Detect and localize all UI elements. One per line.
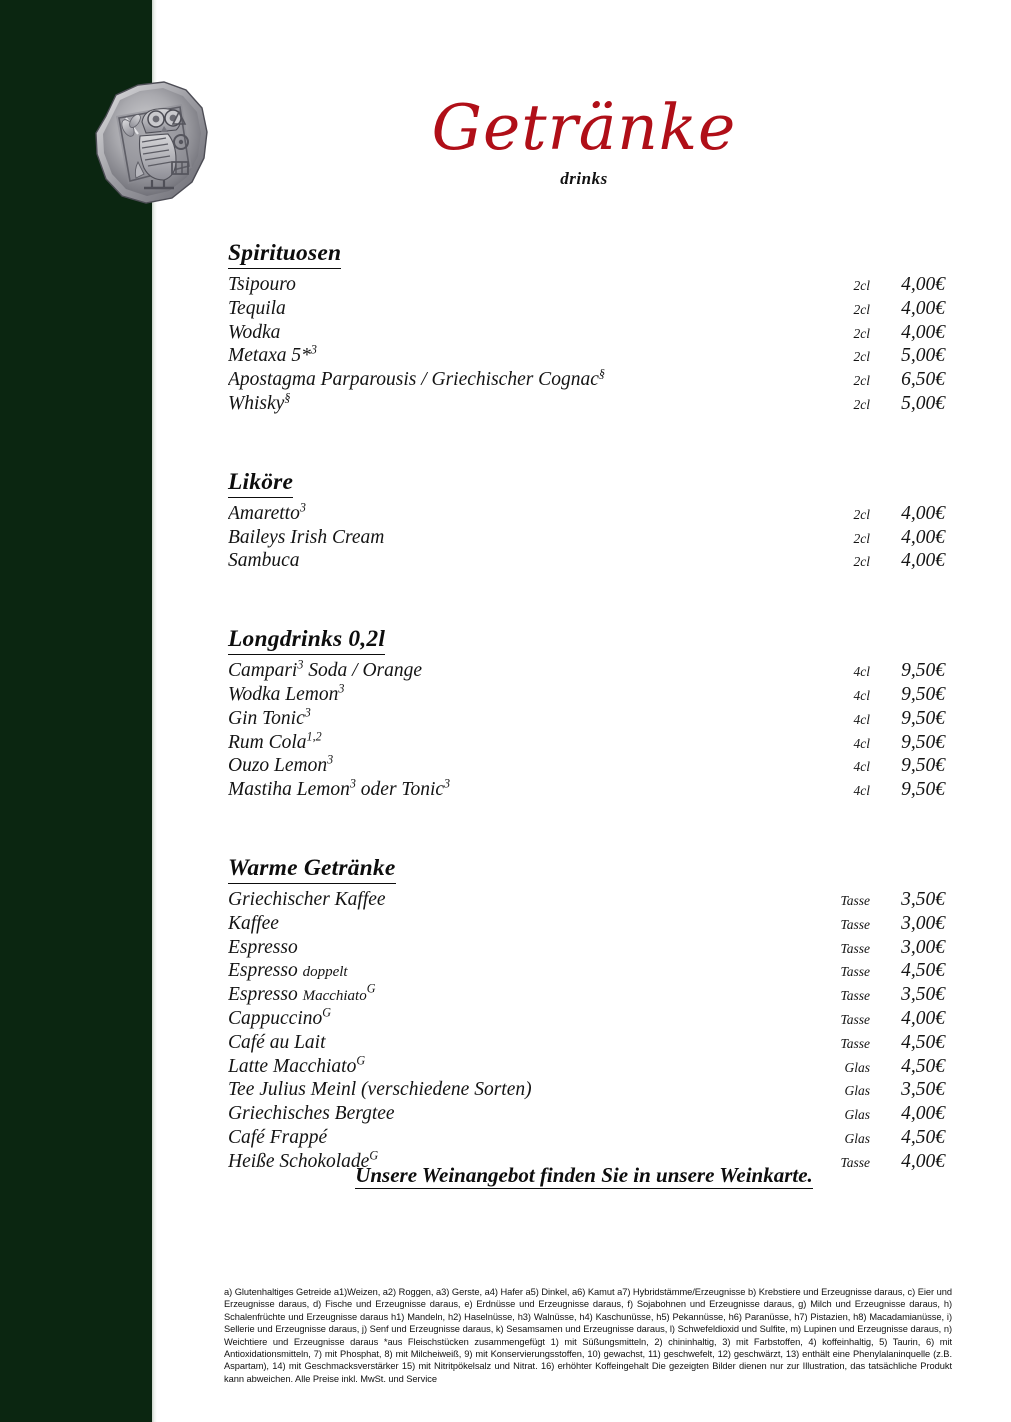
menu-item-name: Café Frappé [228,1126,328,1148]
menu-item-unit: Glas [844,1059,870,1075]
menu-item-row [228,1103,945,1127]
section-spacer [228,574,945,626]
section-title: Warme Getränke [228,855,396,884]
menu-item-price: 4,00€ [901,297,945,319]
section-spacer [228,417,945,469]
menu-item-unit: Glas [844,1130,870,1146]
menu-item-price: 4,00€ [901,321,945,343]
left-decorative-band [0,0,152,1422]
menu-sections [228,240,945,1175]
menu-item-unit: 4cl [853,664,870,680]
menu-item-unit: 4cl [853,711,870,727]
menu-item-name: Wodka Lemon$^3$ [228,683,345,705]
menu-item-name: Latte Macchiato$^G$ [228,1055,366,1077]
menu-item-name: Espresso [228,936,298,958]
menu-section [228,240,945,417]
menu-item-price: 3,50€ [901,984,945,1006]
menu-item-row [228,755,945,779]
menu-item-price: 3,00€ [901,936,945,958]
menu-item-price: 9,50€ [901,707,945,729]
menu-item-unit: 2cl [853,396,870,412]
menu-item-unit: Tasse [840,1154,870,1170]
menu-item-price: 3,50€ [901,1079,945,1101]
wine-note-text: Unsere Weinangebot finden Sie in unsere Weinkarte. [355,1163,813,1187]
menu-item-unit: 2cl [853,325,870,341]
menu-item-name: Tsipouro [228,274,296,295]
menu-item-unit: Tasse [840,940,870,956]
section-title: Spirituosen [228,240,341,269]
menu-item-unit: Tasse [840,892,870,908]
menu-item-name: Ouzo Lemon$^3$ [228,755,334,777]
menu-item-price: 5,00€ [901,345,945,367]
menu-item-name: Heiße Schokolade$^G$ [228,1150,379,1172]
menu-item-name: Tee Julius Meinl (verschiedene Sorten) [228,1079,532,1101]
menu-item-name: Cappuccino$^G$ [228,1007,331,1029]
menu-item-name: Wodka [228,321,281,343]
menu-item-price: 4,00€ [901,1150,945,1172]
wine-note [157,1163,1011,1188]
menu-item-price: 3,50€ [901,888,945,910]
allergen-fine-print: a) Glutenhaltiges Getreide a1)Weizen, a2) Roggen, a3) Gerste, a4) Hafer a5) Dinkel, a6) Kamut a7) Hybridstämme/Erzeugnisse b) Krebstiere und Erzeugnisse daraus, c) Eier und Erzeugnisse daraus, d) Fische und Erzeugnisse daraus, e) Erdnüsse und Erzeugnisse daraus, f) Sojabohnen und Erzeugnisse daraus, g) Milch und Erzeugnisse daraus, h) Schalenfrüchte und Erzeugnisse daraus h1) Mandeln, h2) Haselnüsse, h3) Walnüsse, h4) Kaschunüsse, h5) Pekannüsse, h6) Paranüsse, h7) Pistazien, h8) Macadamianüsse, i) Sellerie und Erzeugnisse daraus, j) Senf und Erzeugnisse daraus, k) Sesamsamen und Erzeugnisse daraus, l) Schwefeldioxid und Sulfite, m) Lupinen und Erzeugnisse daraus, n) Weichtiere und Erzeugnisse daraus *aus Fleischstücken zusammengefügt 1) mit Süßungsmitteln, 2) chininhaltig, 3) mit Farbstoffen, 4) koffeinhaltig, 5) Taurin, 6) mit Antioxidationsmitteln, 7) mit Phosphat, 8) mit Milcheiweiß, 9) mit Konservierungsstoffen, 10) gewachst, 11) geschwefelt, 12) geschwärzt, 13) enthält eine Phenylalaninquelle (z.B. Aspartam), 14) mit Geschmacksverstärker 15) mit Nitritpökelsalz und Nitrat. 16) erhöhter Koffeingehalt Die gezeigten Bilder dienen nur zur Illustration, das tatsächliche Produkt kann abweichen. Alle Preise inkl. MwSt. und Service [224,1287,952,1384]
menu-item-price: 9,50€ [901,755,945,777]
page-subtitle: drinks [560,169,608,188]
menu-item-unit: 2cl [853,278,870,293]
menu-item-unit: 4cl [853,759,870,775]
section-title: Longdrinks 0,2l [228,626,385,655]
menu-item-row [228,298,945,322]
menu-section [228,469,945,574]
menu-item-price: 4,50€ [901,1055,945,1077]
menu-item-name: Amaretto$^3$ [228,502,306,524]
menu-item-row [228,274,945,298]
menu-item-row [228,1008,945,1032]
menu-item-name: Griechischer Kaffee [228,888,386,910]
menu-item-price: 4,00€ [901,274,945,295]
menu-item-name: Kaffee [228,912,279,934]
menu-item-row [228,708,945,732]
menu-item-unit: Glas [844,1083,870,1099]
menu-item-name: Rum Cola$^{1,2}$ [228,731,322,753]
menu-item-unit: Tasse [840,1011,870,1027]
menu-item-row [228,937,945,961]
menu-item-row [228,369,945,393]
section-title: Liköre [228,469,293,498]
menu-item-row [228,779,945,803]
menu-item-name: Espresso doppelt [228,960,348,982]
menu-item-price: 4,00€ [901,550,945,572]
menu-item-row [228,913,945,937]
menu-item-name: Baileys Irish Cream [228,526,385,548]
page-title: Getränke [431,91,737,164]
menu-item-row [228,960,945,984]
menu-item-row [228,1032,945,1056]
menu-item-row [228,503,945,527]
menu-item-price: 6,50€ [901,369,945,391]
menu-item-price: 4,50€ [901,960,945,982]
menu-item-unit: Tasse [840,1035,870,1051]
menu-item-unit: 4cl [853,735,870,751]
menu-item-unit: 2cl [853,373,870,389]
menu-item-unit: Glas [844,1107,870,1123]
menu-item-row [228,393,945,417]
menu-item-price: 4,00€ [901,1103,945,1125]
menu-item-price: 4,50€ [901,1126,945,1148]
menu-item-row [228,984,945,1008]
menu-item-name: Metaxa 5*$^3$ [228,345,317,367]
section-spacer [228,803,945,855]
menu-header [157,91,1011,189]
menu-item-row [228,322,945,346]
menu-item-unit: 2cl [853,506,870,522]
menu-item-price: 5,00€ [901,392,945,414]
menu-item-price: 4,00€ [901,1007,945,1029]
menu-item-unit: 4cl [853,783,870,799]
menu-item-unit: 2cl [853,554,870,570]
menu-item-unit: 4cl [853,687,870,703]
menu-item-name: Café au Lait [228,1031,326,1053]
menu-item-row [228,684,945,708]
menu-item-unit: Tasse [840,916,870,932]
band-divider [152,0,157,1422]
menu-item-name: Griechisches Bergtee [228,1103,395,1125]
menu-item-unit: Tasse [840,964,870,980]
menu-item-row [228,527,945,551]
menu-item-row [228,660,945,684]
menu-item-row [228,889,945,913]
menu-item-price: 3,00€ [901,912,945,934]
menu-item-name: Apostagma Parparousis / Griechischer Cognac§ [228,369,605,391]
menu-item-price: 4,50€ [901,1031,945,1053]
menu-item-price: 4,00€ [901,526,945,548]
menu-item-price: 9,50€ [901,660,945,682]
menu-item-row [228,345,945,369]
menu-item-price: 4,00€ [901,502,945,524]
menu-item-row [228,732,945,756]
menu-section [228,626,945,803]
menu-item-row [228,1079,945,1103]
menu-item-name: Gin Tonic$^3$ [228,707,311,729]
menu-item-row [228,1056,945,1080]
menu-item-unit: 2cl [853,530,870,546]
menu-item-name: Mastiha Lemon$^3$ oder Tonic$^3$ [228,779,451,801]
menu-item-row [228,550,945,574]
menu-item-price: 9,50€ [901,731,945,753]
menu-item-unit: 2cl [853,301,870,317]
menu-section [228,855,945,1175]
menu-item-unit: 2cl [853,349,870,365]
menu-item-price: 9,50€ [901,683,945,705]
menu-item-name: Whisky§ [228,392,291,414]
menu-item-name: Tequila [228,297,286,319]
menu-item-name: Campari$^3$ Soda / Orange [228,660,423,682]
menu-item-name: Espresso Macchiato$^G$ [228,984,376,1006]
menu-item-price: 9,50€ [901,779,945,801]
menu-item-unit: Tasse [840,988,870,1004]
menu-item-row [228,1127,945,1151]
menu-item-name: Sambuca [228,550,300,572]
